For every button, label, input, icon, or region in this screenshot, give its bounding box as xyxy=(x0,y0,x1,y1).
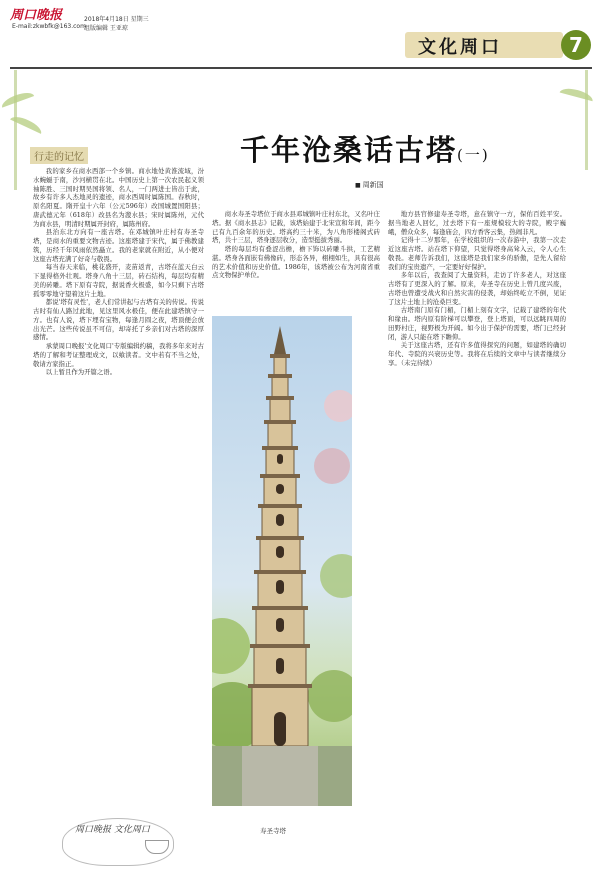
pagoda-illustration xyxy=(212,316,352,806)
newspaper-masthead: 周口晚报 xyxy=(10,8,63,23)
paragraph: 关于这座古塔，还有许多值得探究的问题，如建塔的确切年代、寺院的兴衰历史等。我将在后续的文章中与读者继续分享。（未完待续） xyxy=(388,341,566,367)
paragraph: 古塔南门原有门楣，门楣上刻有文字，记载了建塔的年代和缘由。塔内原有阶梯可以攀登，登上塔顶，可以远眺四周的田野村庄，视野极为开阔。如今出于保护的需要，塔门已经封闭，游人只能在塔下瞻仰。 xyxy=(388,306,566,341)
bamboo-leaf-decoration xyxy=(560,86,595,102)
section-tag: 行走的记忆 xyxy=(30,147,88,164)
bamboo-leaf-decoration xyxy=(0,89,34,107)
paragraph: 多年以后，我查阅了大量资料，走访了许多老人，对这座古塔有了更深入的了解。原来，寿圣寺在历史上曾几度兴废，古塔也曾遭受战火和自然灾害的侵袭，却始终屹立不倒，见证了这片土地上的沧桑巨变。 xyxy=(388,271,566,306)
article-column-middle xyxy=(212,210,380,310)
issue-date: 2018年4月18日 星期三 xyxy=(84,16,149,23)
pagoda-photo xyxy=(212,316,352,806)
bamboo-stalk-decoration xyxy=(585,70,588,170)
paragraph: 记得十二岁那年，在学校组织的一次春游中，我第一次走近这座古塔。站在塔下仰望，只觉得塔身高耸入云，令人心生敬畏。老师告诉我们，这座塔是我们家乡的骄傲，是先人留给我们的宝贵遗产，一定要好好保护。 xyxy=(388,236,566,271)
article-column-right xyxy=(388,210,566,820)
paragraph: 都说'塔有灵性'，老人们常讲起与古塔有关的传说。传说古时有仙人路过此地，见这里风水极佳，便在此建塔镇守一方。也有人说，塔下埋有宝物，每逢月圆之夜，塔顶便会放出光芒。这些传说虽不可信，却寄托了乡亲们对古塔的深厚感情。 xyxy=(33,298,204,342)
page-number-badge: 7 xyxy=(561,30,591,60)
footer-logo: 周口晚报 文化周口 xyxy=(75,825,150,835)
paragraph: 商水寿圣寺塔位于商水县邓城镇叶庄村东北，又名叶庄塔。据《商水县志》记载，该塔始建于北宋宣和年间，距今已有九百余年的历史。塔高约三十米，为八角形楼阁式砖塔，共十三层，塔身逐层收分，造型挺拔秀丽。 xyxy=(212,210,380,245)
photo-caption: 寿圣寺塔 xyxy=(260,827,286,835)
paragraph: 以上暂且作为开篇之语。 xyxy=(45,368,117,377)
bamboo-stalk-decoration xyxy=(14,70,17,190)
paragraph: 县治东北方向有一座古塔。在邓城镇叶庄村有寿圣寺塔，是商水的重要文物古迹。这座塔建于宋代，属于佛教建筑，历经千年风雨依然矗立。我的老家就在附近，从小便对这座古塔充满了好奇与敬畏。 xyxy=(33,228,204,263)
section-banner-title: 文化周口 xyxy=(418,37,502,58)
paragraph: 承蒙周口晚报'文化周口'专版编辑约稿，我将多年来对古塔的了解和考证整理成文，以飨读者。文中若有不当之处，敬请方家指正。 xyxy=(33,342,204,368)
paragraph: 地方县官修建寿圣寺塔，意在镇守一方，保佑百姓平安。据当地老人回忆，过去塔下有一座规模较大的寺院，殿宇巍峨，僧众众多，每逢庙会，四方香客云集，热闹非凡。 xyxy=(388,210,566,236)
paragraph: 每当春天来临，桃花盛开，麦苗返青，古塔在蓝天白云下显得格外壮观。塔身八角十三层，砖石结构，每层均有精美的砖雕。塔下原有寺院，据说香火极盛，如今只剩下古塔孤零零地守望着这片土地。 xyxy=(33,263,204,298)
paragraph: 塔的每层均有叠涩出檐，檐下饰以砖雕斗拱，工艺精湛。塔身各面嵌有佛像砖，形态各异，栩栩如生，具有很高的艺术价值和历史价值。1986年，该塔被公布为河南省重点文物保护单位。 xyxy=(212,245,380,280)
contact-email: E-mail:zkwbfk@163.com xyxy=(12,23,86,30)
article-byline: ■ 周新国 xyxy=(355,180,384,190)
article-title xyxy=(240,128,490,169)
editor-credit: 组版编辑 王亚琼 xyxy=(84,25,128,32)
article-column-left xyxy=(33,167,204,817)
article-title-text: 千年沧桑话古塔 xyxy=(240,133,458,167)
article-title-part: (一) xyxy=(457,146,490,164)
header-divider xyxy=(10,67,592,69)
paragraph: 我的家乡在商水西部一个乡镇。商水地处黄淮流域，汾水蜿蜒于南，沙河横贯在北。中国历史上第一次农民起义领袖陈胜、三国时期吴国将领、名人，一门两进士皆出于此，故乡有许多人杰地灵的遗迹，商水西周时属陈国。春秋时，原名阳夏。隋开皇十六年（公元596年）改国城置国阳县；唐武德元年（618年）改县名为溵水县；宋时属陈州，元代为商水县，明清时期属开封府，属陈州府。 xyxy=(33,167,204,228)
